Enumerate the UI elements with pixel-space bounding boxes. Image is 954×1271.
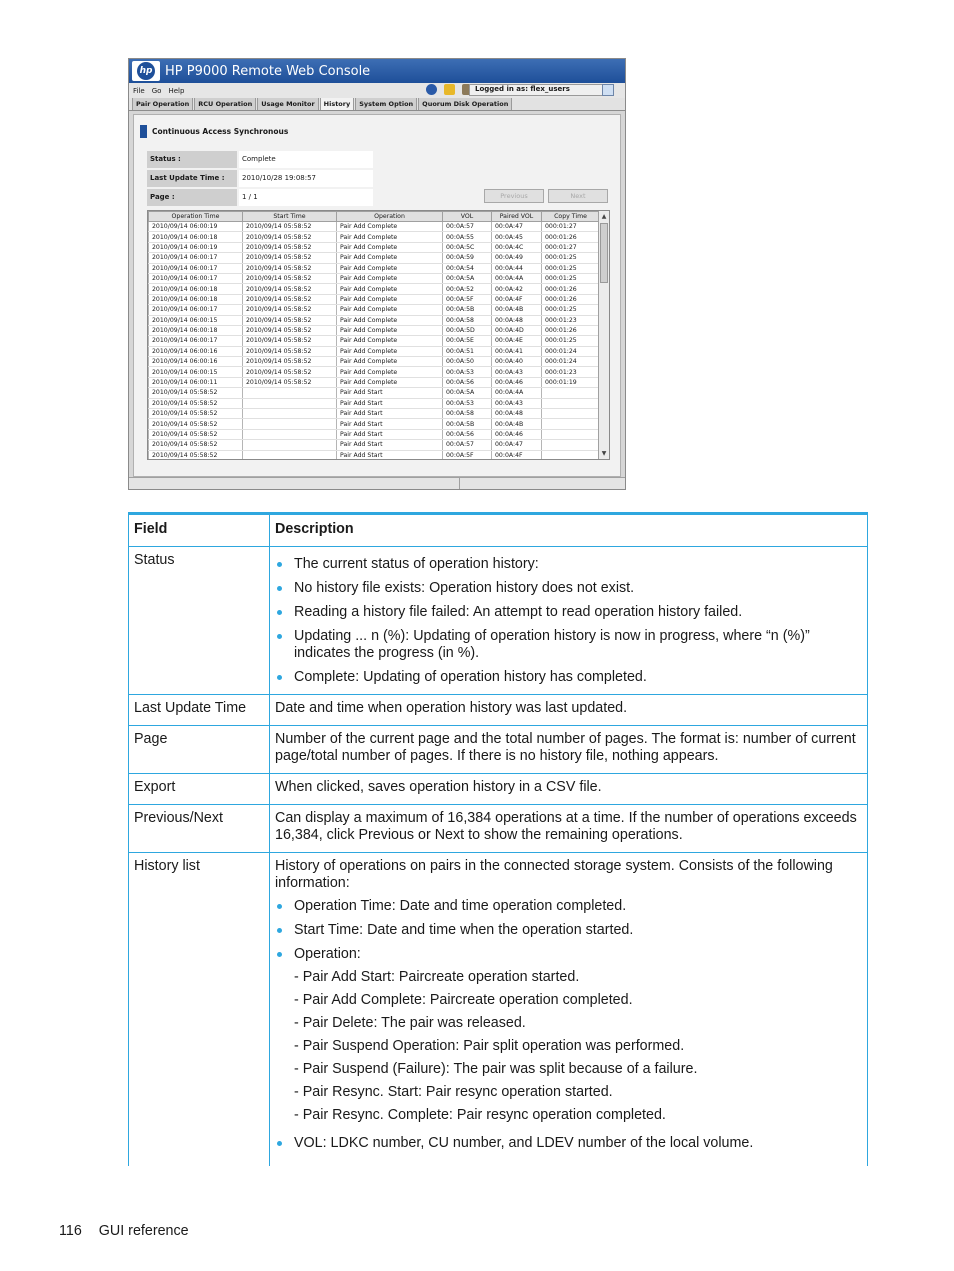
history-cell: 2010/09/14 06:00:19 (149, 242, 243, 252)
history-cell: 00:0A:43 (492, 367, 542, 377)
history-cell: Pair Add Complete (337, 222, 443, 232)
history-cell (542, 450, 600, 460)
console-title-bar (129, 59, 625, 83)
history-cell: 00:0A:48 (492, 315, 542, 325)
table-row[interactable] (149, 398, 600, 408)
history-cell: 00:0A:43 (492, 398, 542, 408)
description-page: Number of the current page and the total number of pages. The format is: number of current page/total number of pages. If there is no history file, nothing appears. (269, 726, 868, 773)
history-cell: Pair Add Complete (337, 253, 443, 263)
page-value: 1 / 1 (239, 189, 373, 206)
history-cell (542, 419, 600, 429)
history-cell (243, 388, 337, 398)
history-cell: 2010/09/14 05:58:52 (243, 377, 337, 387)
tab-usage-monitor[interactable]: Usage Monitor (257, 97, 318, 110)
history-cell: 000:01:27 (542, 222, 600, 232)
history-cell: 2010/09/14 05:58:52 (243, 305, 337, 315)
history-cell: 00:0A:5F (443, 294, 492, 304)
table-row-status (128, 547, 868, 695)
history-cell: 2010/09/14 06:00:17 (149, 253, 243, 263)
history-cell: 000:01:26 (542, 284, 600, 294)
table-row-history-list (128, 853, 868, 1166)
history-cell: Pair Add Complete (337, 357, 443, 367)
history-cell: 00:0A:56 (443, 377, 492, 387)
list-item: Start Time: Date and time when the operation started. (275, 922, 862, 939)
history-cell: 00:0A:58 (443, 315, 492, 325)
history-grid (147, 210, 610, 460)
history-cell: 2010/09/14 06:00:15 (149, 315, 243, 325)
history-cell: 000:01:26 (542, 294, 600, 304)
bullet-icon (277, 610, 282, 615)
header-field: Field (128, 515, 269, 546)
history-cell: 00:0A:5A (443, 388, 492, 398)
tab-pair-operation[interactable]: Pair Operation (132, 97, 193, 110)
history-column-header[interactable]: VOL (443, 212, 492, 222)
history-cell: 00:0A:41 (492, 346, 542, 356)
history-cell: Pair Add Start (337, 450, 443, 460)
table-row[interactable] (149, 377, 600, 387)
tab-rcu-operation[interactable]: RCU Operation (194, 97, 256, 110)
history-cell: 00:0A:5D (443, 325, 492, 335)
status-divider (459, 478, 460, 490)
page-number: 116 (59, 1223, 82, 1239)
history-cell: 00:0A:5B (443, 305, 492, 315)
table-row[interactable] (149, 273, 600, 283)
window-restore-icon[interactable] (602, 84, 614, 96)
operation-subitem: - Pair Suspend (Failure): The pair was split because of a failure. (294, 1061, 698, 1077)
list-item: The current status of operation history: (275, 556, 862, 573)
history-cell: 00:0A:59 (443, 253, 492, 263)
history-cell (542, 429, 600, 439)
console-tabs (129, 98, 625, 111)
history-cell: 2010/09/14 05:58:52 (149, 440, 243, 450)
history-cell: 2010/09/14 05:58:52 (243, 346, 337, 356)
history-cell (243, 450, 337, 460)
history-cell: 2010/09/14 05:58:52 (243, 253, 337, 263)
history-cell: 00:0A:48 (492, 409, 542, 419)
section-title: Continuous Access Synchronous (140, 125, 288, 138)
history-cell: 2010/09/14 06:00:16 (149, 357, 243, 367)
history-cell: Pair Add Complete (337, 273, 443, 283)
history-cell: 000:01:25 (542, 263, 600, 273)
table-row[interactable] (149, 294, 600, 304)
history-cell: 00:0A:54 (443, 263, 492, 273)
history-cell: 2010/09/14 05:58:52 (243, 263, 337, 273)
history-cell: Pair Add Complete (337, 336, 443, 346)
bullet-icon (277, 586, 282, 591)
history-body (149, 222, 600, 461)
table-row[interactable] (149, 232, 600, 242)
table-row[interactable] (149, 336, 600, 346)
history-cell: 00:0A:4B (492, 419, 542, 429)
history-cell: 00:0A:4A (492, 388, 542, 398)
console-window-title: HP P9000 Remote Web Console (165, 63, 371, 79)
history-cell: Pair Add Complete (337, 294, 443, 304)
history-cell: 2010/09/14 05:58:52 (149, 398, 243, 408)
list-item: VOL: LDKC number, CU number, and LDEV number of the local volume. (275, 1135, 862, 1152)
history-cell (243, 419, 337, 429)
history-cell: Pair Add Complete (337, 377, 443, 387)
history-column-header[interactable]: Operation (337, 212, 443, 222)
table-row[interactable] (149, 263, 600, 273)
history-cell: Pair Add Complete (337, 242, 443, 252)
history-cell: 2010/09/14 05:58:52 (243, 273, 337, 283)
previous-button[interactable]: Previous (484, 189, 544, 203)
table-row[interactable] (149, 357, 600, 367)
history-cell: 2010/09/14 05:58:52 (149, 409, 243, 419)
history-cell: 00:0A:4E (492, 336, 542, 346)
history-cell (243, 440, 337, 450)
history-cell: 00:0A:4A (492, 273, 542, 283)
console-menubar (129, 83, 625, 98)
history-cell: 00:0A:40 (492, 357, 542, 367)
bullet-icon (277, 952, 282, 957)
history-cell: 2010/09/14 05:58:52 (243, 294, 337, 304)
next-button[interactable]: Next (548, 189, 608, 203)
field-page: Page (128, 726, 269, 773)
history-cell: 000:01:27 (542, 242, 600, 252)
footer-section: GUI reference (98, 1223, 189, 1239)
history-column-header[interactable]: Paired VOL (492, 212, 542, 222)
tab-system-option[interactable]: System Option (355, 97, 417, 110)
table-row[interactable] (149, 388, 600, 398)
history-cell: 00:0A:52 (443, 284, 492, 294)
history-column-header[interactable]: Copy Time (542, 212, 600, 222)
table-row[interactable] (149, 429, 600, 439)
history-cell: 2010/09/14 05:58:52 (149, 429, 243, 439)
history-cell (542, 440, 600, 450)
history-cell: 00:0A:5F (443, 450, 492, 460)
header-description: Description (269, 515, 868, 546)
history-column-header[interactable]: Start Time (243, 212, 337, 222)
history-cell: 00:0A:47 (492, 222, 542, 232)
history-cell: 00:0A:42 (492, 284, 542, 294)
field-last-update: Last Update Time (128, 695, 269, 725)
table-row[interactable] (149, 315, 600, 325)
description-previous-next: Can display a maximum of 16,384 operations at a time. If the number of operations exceeds 16,384, click Previous or Next to show the remaining operations. (269, 805, 868, 852)
operation-subitem: - Pair Resync. Complete: Pair resync operation completed. (294, 1107, 666, 1123)
history-cell: 00:0A:44 (492, 263, 542, 273)
history-cell: 00:0A:47 (492, 440, 542, 450)
bullet-icon (277, 928, 282, 933)
history-cell: 00:0A:4B (492, 305, 542, 315)
history-cell: 00:0A:58 (443, 409, 492, 419)
table-row[interactable] (149, 450, 600, 460)
folder-icon[interactable] (444, 84, 455, 95)
history-cell: 2010/09/14 05:58:52 (243, 222, 337, 232)
table-row-page (128, 726, 868, 774)
history-cell: 000:01:25 (542, 273, 600, 283)
menu-go[interactable]: Go (151, 86, 162, 95)
history-cell: 2010/09/14 05:58:52 (243, 284, 337, 294)
history-cell (243, 409, 337, 419)
list-item: Updating ... n (%): Updating of operation history is now in progress, where “n (%)” indicates the progress (in %). (275, 628, 862, 662)
history-cell: 00:0A:53 (443, 398, 492, 408)
last-update-label: Last Update Time : (147, 170, 237, 187)
table-row[interactable] (149, 440, 600, 450)
description-history-list (269, 853, 868, 1166)
history-cell: 00:0A:4C (492, 242, 542, 252)
list-item: Reading a history file failed: An attempt to read operation history failed. (275, 604, 862, 621)
history-cell: 000:01:25 (542, 336, 600, 346)
table-row-export (128, 774, 868, 805)
bullet-icon (277, 634, 282, 639)
history-cell: Pair Add Complete (337, 346, 443, 356)
history-header-row (149, 212, 600, 222)
history-cell: 000:01:25 (542, 253, 600, 263)
history-cell: 2010/09/14 06:00:18 (149, 294, 243, 304)
field-previous-next: Previous/Next (128, 805, 269, 852)
history-cell: 2010/09/14 06:00:17 (149, 336, 243, 346)
menu-file[interactable]: File (133, 86, 145, 95)
history-cell: 2010/09/14 06:00:16 (149, 346, 243, 356)
status-label: Status : (147, 151, 237, 168)
history-cell: 00:0A:4D (492, 325, 542, 335)
history-cell: Pair Add Start (337, 419, 443, 429)
history-cell: Pair Add Complete (337, 284, 443, 294)
table-row[interactable] (149, 409, 600, 419)
list-item: No history file exists: Operation history does not exist. (275, 580, 862, 597)
history-table (148, 211, 600, 460)
tab-history[interactable]: History (320, 97, 355, 110)
table-header-row (128, 515, 868, 547)
history-cell: Pair Add Complete (337, 263, 443, 273)
history-list-intro: History of operations on pairs in the connected storage system. Consists of the following information: (275, 858, 833, 891)
console-screenshot (128, 58, 626, 490)
scroll-up-icon[interactable]: ▲ (601, 213, 607, 220)
operation-subitem: - Pair Suspend Operation: Pair split operation was performed. (294, 1038, 685, 1054)
description-last-update: Date and time when operation history was last updated. (269, 695, 868, 725)
history-cell: 2010/09/14 05:58:52 (149, 388, 243, 398)
history-cell: 2010/09/14 05:58:52 (243, 367, 337, 377)
section-marker-icon (140, 125, 147, 138)
page-label: Page : (147, 189, 237, 206)
history-cell (542, 388, 600, 398)
history-cell: 2010/09/14 05:58:52 (243, 325, 337, 335)
history-cell: 2010/09/14 05:58:52 (243, 232, 337, 242)
console-status-bar (129, 477, 625, 489)
history-cell: 000:01:24 (542, 357, 600, 367)
status-row (147, 151, 373, 168)
history-cell: 00:0A:49 (492, 253, 542, 263)
history-cell: 2010/09/14 06:00:17 (149, 263, 243, 273)
history-cell: 00:0A:45 (492, 232, 542, 242)
history-cell: Pair Add Complete (337, 232, 443, 242)
history-cell: Pair Add Complete (337, 315, 443, 325)
table-row[interactable] (149, 325, 600, 335)
list-item: Operation Time: Date and time operation completed. (275, 898, 862, 915)
history-cell: 2010/09/14 06:00:18 (149, 284, 243, 294)
globe-icon[interactable] (426, 84, 437, 95)
history-cell: Pair Add Start (337, 409, 443, 419)
history-cell: 2010/09/14 05:58:52 (243, 242, 337, 252)
history-cell: 000:01:19 (542, 377, 600, 387)
history-cell: 2010/09/14 05:58:52 (149, 450, 243, 460)
list-item: Complete: Updating of operation history has completed. (275, 669, 862, 686)
table-row-last-update (128, 695, 868, 726)
history-panel (133, 114, 621, 477)
last-update-row (147, 170, 373, 187)
tab-quorum-disk-operation[interactable]: Quorum Disk Operation (418, 97, 512, 110)
table-row[interactable] (149, 367, 600, 377)
history-cell: 2010/09/14 06:00:17 (149, 305, 243, 315)
history-cell: 000:01:25 (542, 305, 600, 315)
status-value: Complete (239, 151, 373, 168)
history-cell: 00:0A:50 (443, 357, 492, 367)
operation-subitem: - Pair Delete: The pair was released. (294, 1015, 526, 1031)
scroll-down-icon[interactable]: ▼ (601, 450, 607, 457)
table-row[interactable] (149, 242, 600, 252)
history-cell: 2010/09/14 05:58:52 (243, 357, 337, 367)
history-cell: 00:0A:56 (443, 429, 492, 439)
page-footer (59, 1223, 189, 1239)
history-scrollbar[interactable] (598, 211, 609, 459)
history-cell: 2010/09/14 06:00:19 (149, 222, 243, 232)
history-cell: Pair Add Complete (337, 367, 443, 377)
history-cell (542, 409, 600, 419)
field-history-list: History list (128, 853, 269, 1166)
history-cell: 00:0A:46 (492, 429, 542, 439)
last-update-value: 2010/10/28 19:08:57 (239, 170, 373, 187)
history-cell: 00:0A:53 (443, 367, 492, 377)
description-status (269, 547, 868, 694)
history-cell: 00:0A:5B (443, 419, 492, 429)
history-cell (542, 398, 600, 408)
table-row[interactable] (149, 222, 600, 232)
history-cell: 00:0A:57 (443, 222, 492, 232)
history-cell: 000:01:23 (542, 367, 600, 377)
operation-subitem: - Pair Add Start: Paircreate operation started. (294, 969, 580, 985)
history-cell: 00:0A:4F (492, 294, 542, 304)
history-cell: 00:0A:51 (443, 346, 492, 356)
hp-logo: hp (132, 61, 160, 81)
history-cell (243, 398, 337, 408)
description-export: When clicked, saves operation history in a CSV file. (269, 774, 868, 804)
history-cell: 2010/09/14 05:58:52 (243, 315, 337, 325)
history-cell: 000:01:23 (542, 315, 600, 325)
bullet-icon (277, 1141, 282, 1146)
history-cell: Pair Add Start (337, 398, 443, 408)
operation-subitem: - Pair Resync. Start: Pair resync operation started. (294, 1084, 613, 1100)
field-status: Status (128, 547, 269, 694)
history-cell: 2010/09/14 06:00:15 (149, 367, 243, 377)
history-cell: 00:0A:46 (492, 377, 542, 387)
history-cell: 00:0A:55 (443, 232, 492, 242)
field-description-table (128, 512, 868, 1166)
history-cell: 2010/09/14 06:00:11 (149, 377, 243, 387)
field-export: Export (128, 774, 269, 804)
bullet-icon (277, 675, 282, 680)
history-cell: 2010/09/14 05:58:52 (149, 419, 243, 429)
history-cell: Pair Add Complete (337, 305, 443, 315)
logged-in-label: Logged in as: flex_users (475, 85, 570, 93)
history-cell: 000:01:24 (542, 346, 600, 356)
history-cell: 000:01:26 (542, 325, 600, 335)
scroll-thumb[interactable] (600, 223, 608, 283)
table-row[interactable] (149, 346, 600, 356)
bullet-icon (277, 904, 282, 909)
history-cell: 00:0A:5C (443, 242, 492, 252)
table-row[interactable] (149, 253, 600, 263)
bullet-icon (277, 562, 282, 567)
table-row[interactable] (149, 305, 600, 315)
operation-subitem: - Pair Add Complete: Paircreate operation completed. (294, 992, 633, 1008)
table-row-previous-next (128, 805, 868, 853)
history-cell: 00:0A:5A (443, 273, 492, 283)
history-cell: 2010/09/14 06:00:17 (149, 273, 243, 283)
history-cell: 2010/09/14 06:00:18 (149, 232, 243, 242)
history-cell: 000:01:26 (542, 232, 600, 242)
history-cell (243, 429, 337, 439)
list-item: Operation: (275, 946, 862, 963)
history-cell: Pair Add Start (337, 440, 443, 450)
history-cell: Pair Add Complete (337, 325, 443, 335)
table-row[interactable] (149, 419, 600, 429)
table-row[interactable] (149, 284, 600, 294)
history-cell: Pair Add Start (337, 388, 443, 398)
history-column-header[interactable]: Operation Time (149, 212, 243, 222)
menu-help[interactable]: Help (168, 86, 185, 95)
history-cell: 2010/09/14 05:58:52 (243, 336, 337, 346)
history-cell: 00:0A:5E (443, 336, 492, 346)
history-cell: 00:0A:57 (443, 440, 492, 450)
history-cell: Pair Add Start (337, 429, 443, 439)
history-cell: 2010/09/14 06:00:18 (149, 325, 243, 335)
page-row (147, 189, 373, 206)
history-cell: 00:0A:4F (492, 450, 542, 460)
